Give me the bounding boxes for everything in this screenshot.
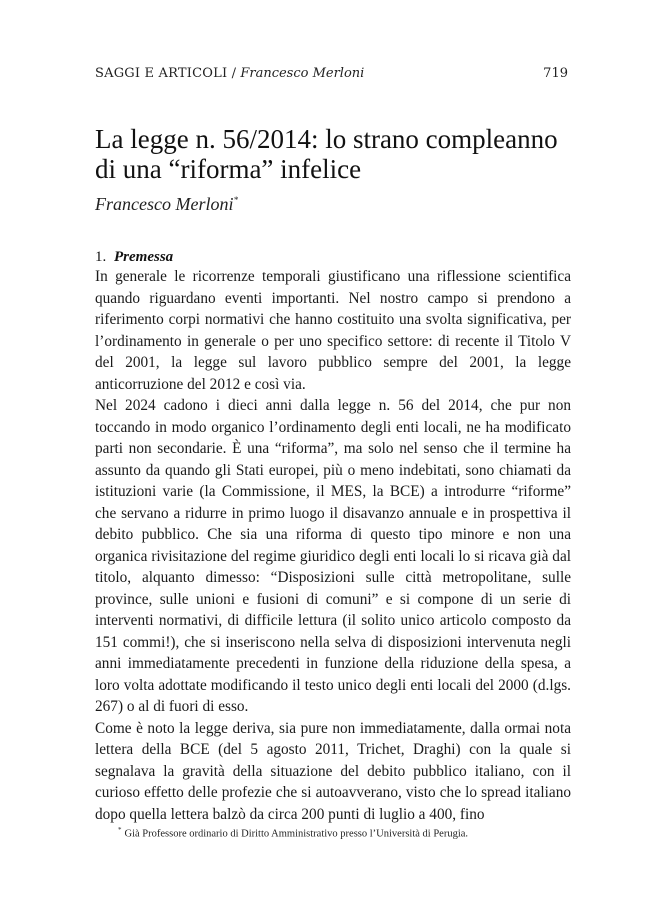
article-title: La legge n. 56/2014: lo strano compleanno di una “riforma” infelice [95,124,558,184]
paragraph: Nel 2024 cadono i dieci anni dalla legge n. 56 del 2014, che pur non toccando in modo organico l’ordinamento degli enti locali, ne ha modificato parti non secondarie. È una “riforma”, ma solo nel senso che il termine ha assunto da quando gli Stati europei, più o meno indebitati, sono chiamati da istituzioni varie (la Commissione, il MES, la BCE) a introdurre “riforme” che servano a ridurre in primo luogo il disavanzo annuale e in prospettiva il debito pubblico. Che sia una riforma di questo tipo minore e non una organica rivisitazione del regime giuridico degli enti locali lo si ricava già dal titolo, alquanto dimesso: “Disposizioni sulle città metropolitane, sulle province, sulle unioni e fusioni di comuni” e si compone di un serie di interventi normativi, di difficile lettura (il solito unico articolo composto da 151 commi!), che si inseriscono nella selva di disposizioni intervenuta negli anni immediatamente precedenti in funzione della riduzione della spesa, a loro volta adottate modificando il testo unico degli enti locali del 2000 (d.lgs. 267) o al di fuori di esso. [95,397,571,715]
author-name: Francesco Merloni [95,194,234,214]
footnote [118,826,578,840]
author-footnote-mark: * [233,195,238,205]
running-head-left [95,66,364,81]
page-number: 719 [543,66,568,81]
running-head-section: SAGGI E ARTICOLI / [95,66,237,81]
article-author [95,194,238,215]
paragraph: Come è noto la legge deriva, sia pure non immediatamente, dalla ormai nota lettera della BCE (del 5 agosto 2011, Trichet, Draghi) con la quale si segnalava la gravità della situazione del debito pubblico italiano, con il curioso effetto delle profezie che si autoavverano, visto che lo spread italiano dopo quella lettera balzò da circa 200 punti di luglio a 400, fino [95,719,571,823]
footnote-text: Già Professore ordinario di Diritto Amministrativo presso l’Università di Perugia. [124,828,469,840]
running-head [95,66,568,81]
section-number: 1. [95,249,107,265]
section-title: Premessa [114,249,174,265]
body-text [95,266,571,825]
paragraph: In generale le ricorrenze temporali giustificano una riflessione scientifica quando riguardano eventi importanti. Nel nostro campo si prendono a riferimento corpi normativi che hanno costituito una svolta significativa, per l’ordinamento in generale o per uno specifico settore: di recente il Titolo V del 2001, la legge sul lavoro pubblico sempre del 2001, la legge anticorruzione del 2012 e così via. [95,268,571,393]
footnote-mark: * [118,826,122,834]
running-head-author: Francesco Merloni [240,66,365,81]
section-heading [95,249,173,266]
